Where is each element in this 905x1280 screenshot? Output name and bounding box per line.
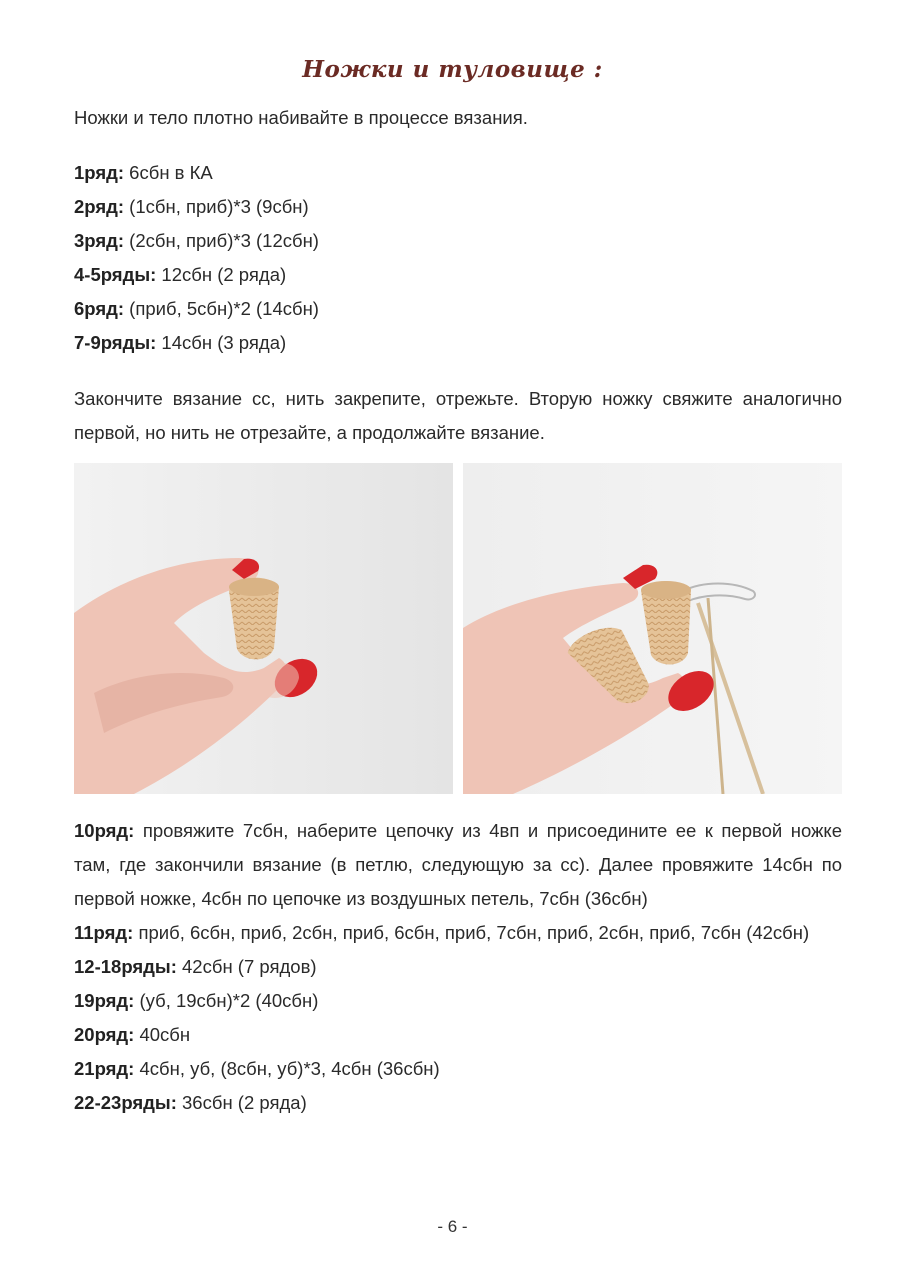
section-title: Ножки и туловище : xyxy=(302,56,603,83)
row-instruction xyxy=(74,224,842,258)
row-text: провяжите 7сбн, наберите цепочку из 4вп и присоедините ее к первой ножке там, где закончили вязание (в петлю, следующую за сс). Далее провяжите 14сбн по первой ножке, 4сбн по цепочке из воздушных петель, 7сбн (36сбн) xyxy=(74,820,842,909)
row-instruction xyxy=(74,984,842,1018)
row-instruction xyxy=(74,326,842,360)
row-label: 22-23ряды: xyxy=(74,1092,177,1113)
photo-two-legs xyxy=(463,463,842,794)
page-number: - 6 - xyxy=(437,1217,468,1236)
row-label: 11ряд: xyxy=(74,922,134,943)
row-label: 20ряд: xyxy=(74,1024,135,1045)
row-instruction xyxy=(74,916,842,950)
hand-holding-leg-image xyxy=(74,463,453,794)
row-instruction xyxy=(74,1052,842,1086)
row-instruction xyxy=(74,1086,842,1120)
instruction-paragraph: Закончите вязание сс, нить закрепите, отрежьте. Вторую ножку свяжите аналогично первой, но нить не отрезайте, а продолжайте вязание. xyxy=(74,388,842,443)
rows-part1 xyxy=(74,156,842,360)
row-label: 3ряд: xyxy=(74,230,125,251)
row-instruction xyxy=(74,950,842,984)
row-text: 12сбн (2 ряда) xyxy=(156,264,287,285)
row-instruction xyxy=(74,292,842,326)
row-instruction xyxy=(74,258,842,292)
row-label: 1ряд: xyxy=(74,162,125,183)
row-text: 42сбн (7 рядов) xyxy=(176,956,317,977)
row-text: приб, 6сбн, приб, 2сбн, приб, 6сбн, приб, 7сбн, приб, 2сбн, приб, 7сбн (42сбн) xyxy=(133,922,810,943)
row-label: 2ряд: xyxy=(74,196,125,217)
row-label: 6ряд: xyxy=(74,298,125,319)
row-text: 6сбн в КА xyxy=(124,162,213,183)
intro-text: Ножки и тело плотно набивайте в процессе вязания. xyxy=(74,107,528,128)
row-label: 7-9ряды: xyxy=(74,332,157,353)
photo-row xyxy=(74,463,842,794)
row-text: (1сбн, приб)*3 (9сбн) xyxy=(124,196,309,217)
row-label: 21ряд: xyxy=(74,1058,135,1079)
hand-holding-two-legs-image xyxy=(463,463,842,794)
row-text: 4сбн, уб, (8сбн, уб)*3, 4сбн (36сбн) xyxy=(134,1058,440,1079)
row-text: 40сбн xyxy=(134,1024,191,1045)
row-text: (уб, 19сбн)*2 (40сбн) xyxy=(134,990,319,1011)
row-label: 4-5ряды: xyxy=(74,264,157,285)
row-instruction xyxy=(74,814,842,916)
row-text: (приб, 5сбн)*2 (14сбн) xyxy=(124,298,319,319)
row-instruction xyxy=(74,190,842,224)
photo-single-leg xyxy=(74,463,453,794)
row-label: 10ряд: xyxy=(74,820,135,841)
rows-part2 xyxy=(74,814,842,1120)
row-text: 36сбн (2 ряда) xyxy=(176,1092,307,1113)
row-text: 14сбн (3 ряда) xyxy=(156,332,287,353)
row-instruction xyxy=(74,1018,842,1052)
row-label: 12-18ряды: xyxy=(74,956,177,977)
row-label: 19ряд: xyxy=(74,990,135,1011)
row-text: (2сбн, приб)*3 (12сбн) xyxy=(124,230,319,251)
row-instruction xyxy=(74,156,842,190)
